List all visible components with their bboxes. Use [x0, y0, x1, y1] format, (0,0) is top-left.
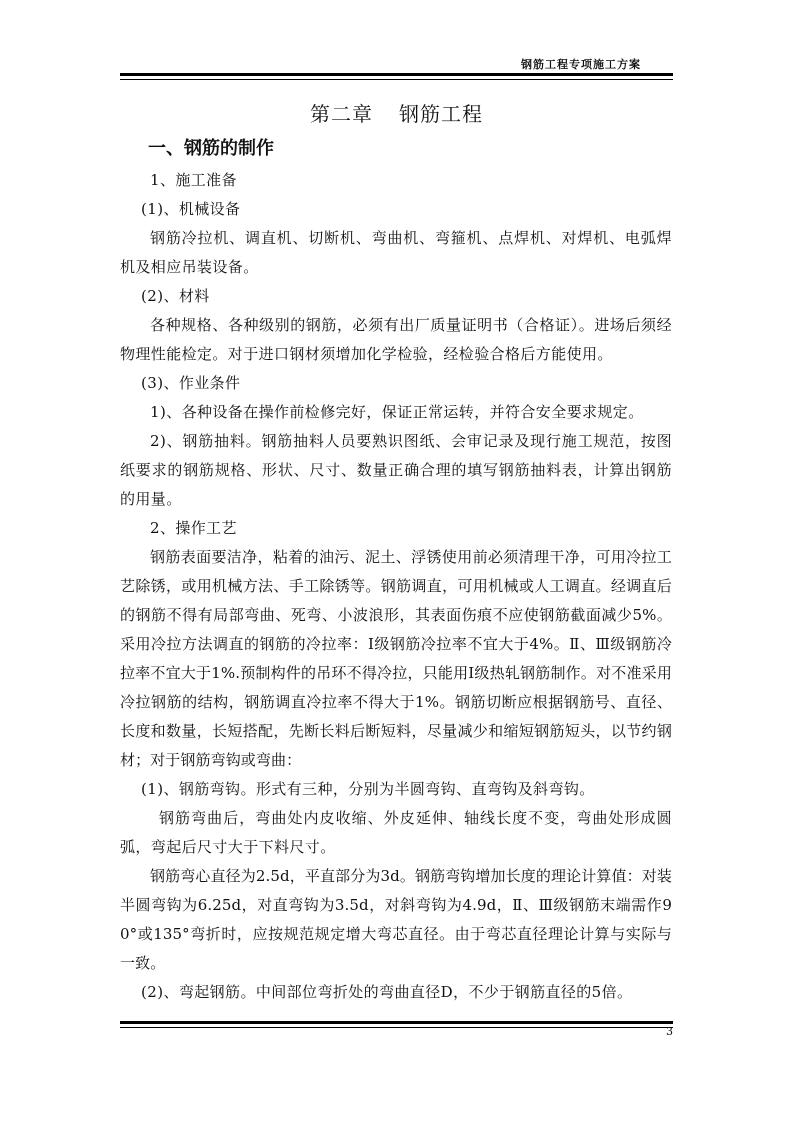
- paragraph: 钢筋冷拉机、调直机、切断机、弯曲机、弯箍机、点焊机、对焊机、电弧焊机及相应吊装设备。: [120, 229, 672, 276]
- paragraph: 各种规格、各种级别的钢筋，必须有出厂质量证明书（合格证）。进场后须经物理性能检定。对于进口钢材须增加化学检验，经检验合格后方能使用。: [120, 316, 672, 363]
- header-rule-thin: [120, 79, 673, 80]
- header-rule-thick: [120, 73, 673, 76]
- document-body: [120, 132, 672, 1007]
- paragraph: 2)、钢筋抽料。钢筋抽料人员要熟识图纸、会审记录及现行施工规范，按图纸要求的钢筋规格、形状、尺寸、数量正确合理的填写钢筋抽料表，计算出钢筋的用量。: [120, 432, 672, 508]
- footer-rule-thick: [120, 1021, 673, 1024]
- paragraph: (2)、材料: [141, 287, 210, 305]
- paragraph: 1、施工准备: [150, 171, 237, 189]
- chapter-title: [120, 98, 673, 127]
- footer-rule-thin: [120, 1027, 673, 1028]
- paragraph: (2)、弯起钢筋。中间部位弯折处的弯曲直径D，不少于钢筋直径的5倍。: [141, 983, 633, 1001]
- paragraph: 2、操作工艺: [150, 519, 237, 537]
- paragraph: (1)、机械设备: [141, 200, 241, 218]
- paragraph: 1)、各种设备在操作前检修完好，保证正常运转，并符合安全要求规定。: [150, 403, 644, 421]
- paragraph: 钢筋弯心直径为2.5d，平直部分为3d。钢筋弯钩增加长度的理论计算值：对装半圆弯钩为6.25d，对直弯钩为3.5d，对斜弯钩为4.9d，Ⅱ、Ⅲ级钢筋末端需作90°或135°弯折时，应按规范规定增大弯芯直径。由于弯芯直径理论计算与实际与一致。: [120, 867, 672, 972]
- paragraph: (3)、作业条件: [141, 374, 241, 392]
- running-header-title: 钢筋工程专项施工方案: [521, 58, 641, 71]
- paragraph: 钢筋弯曲后，弯曲处内皮收缩、外皮延伸、轴线长度不变，弯曲处形成圆弧，弯起后尺寸大于下料尺寸。: [120, 809, 672, 856]
- section-heading: 一、钢筋的制作: [148, 138, 274, 159]
- paragraph: (1)、钢筋弯钩。形式有三种，分别为半圆弯钩、直弯钩及斜弯钩。: [141, 780, 595, 798]
- chapter-name: 钢筋工程: [399, 102, 483, 126]
- page-number: 3: [666, 1025, 673, 1038]
- chapter-label: 第二章: [310, 102, 373, 126]
- paragraph: 钢筋表面要洁净，粘着的油污、泥土、浮锈使用前必须清理干净，可用冷拉工艺除锈，或用机械方法、手工除锈等。钢筋调直，可用机械或人工调直。经调直后的钢筋不得有局部弯曲、死弯、小波浪形，其表面伤痕不应使钢筋截面减少5%。采用冷拉方法调直的钢筋的冷拉率：Ⅰ级钢筋冷拉率不宜大于4%。Ⅱ、Ⅲ级钢筋冷拉率不宜大于1%.预制构件的吊环不得冷拉，只能用Ⅰ级热轧钢筋制作。对不准采用冷拉钢筋的结构，钢筋调直冷拉率不得大于1%。钢筋切断应根据钢筋号、直径、长度和数量，长短搭配，先断长料后断短料，尽量减少和缩短钢筋短头，以节约钢材；对于钢筋弯钩或弯曲：: [120, 548, 672, 769]
